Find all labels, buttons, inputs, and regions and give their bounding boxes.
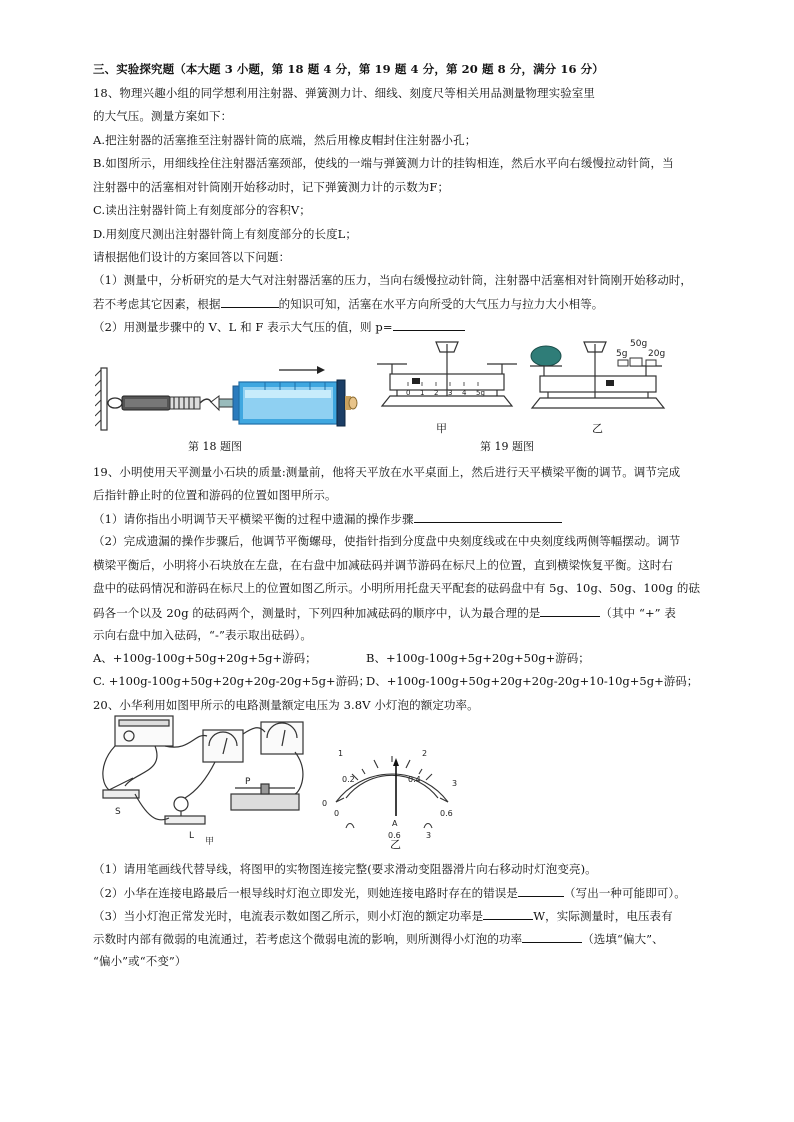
q19-part2-text-b: （其中 “+” 表 xyxy=(600,606,677,620)
q20-stem: 20、小华利用如图甲所示的电路测量额定电压为 3.8V 小灯泡的额定功率。 xyxy=(93,698,479,712)
q18-part1-line1: （1）测量中，分析研究的是大气对注射器活塞的压力，当向右缓慢拉动针筒，注射器中活塞相对针筒刚开始移动时， xyxy=(93,273,693,287)
meter-top-0: 0 xyxy=(322,799,328,808)
q19-part2-line1: （2）完成遗漏的操作步骤后，他调节平衡螺母，使指针指到分度盘中央刻度线或在中央刻度线两侧等幅摆动。调节 xyxy=(93,534,681,548)
wall xyxy=(101,368,107,430)
pull-direction-arrow xyxy=(279,366,325,374)
syringe xyxy=(219,380,357,426)
figure-19-caption: 第 19 题图 xyxy=(480,440,534,453)
weight-label-5g: 5g xyxy=(616,349,628,359)
spring-scale xyxy=(108,396,211,410)
q18-part1-text-a: 若不考虑其它因素，根据 xyxy=(93,297,221,311)
rheostat xyxy=(231,794,299,810)
q19-option-a[interactable]: A、+100g-100g+50g+20g+5g+游码； xyxy=(93,651,317,665)
scale-tick-2: 2 xyxy=(434,389,439,397)
q19-part2-line3: 盘中的砝码情况和游码在标尺上的位置如图乙所示。小明所用托盘天平配套的砝码盘中有 5g、10g、50g、100g 的砝 xyxy=(93,581,701,595)
q20-part2-answer-blank[interactable] xyxy=(518,884,564,897)
q19-option-c[interactable]: C. +100g-100g+50g+20g+20g-20g+5g+游码； xyxy=(93,674,371,688)
figure-19-balance-jia xyxy=(372,338,522,423)
q18-part2-text: （2）用测量步骤中的 V、L 和 F 表示大气压的值，则 p= xyxy=(93,320,393,334)
figure-19-balance-yi xyxy=(526,334,686,424)
q19-part2-answer-blank[interactable] xyxy=(540,604,600,617)
terminal-minus xyxy=(346,824,354,829)
figure-20-ammeter-yi xyxy=(312,742,472,842)
label-bulb-L: L xyxy=(189,831,195,841)
q20-part3-text-a: （3）当小灯泡正常发光时，电流表示数如图乙所示，则小灯泡的额定功率是 xyxy=(93,909,484,923)
meter-unit-A: A xyxy=(392,819,398,828)
q18-part1-text-b: 的知识可知，活塞在水平方向所受的大气压力与拉力大小相等。 xyxy=(278,297,604,311)
wire-6 xyxy=(295,752,303,794)
q19-part2-line5: 示向右盘中加入砝码，“-”表示取出砝码）。 xyxy=(93,628,312,642)
meter-top-2: 2 xyxy=(422,749,428,758)
q19-option-d[interactable]: D、+100g-100g+50g+20g+20g-20g+10-10g+5g+游码； xyxy=(366,674,699,688)
meter-bottom-06: 0.6 xyxy=(440,809,453,818)
q18-stem-line1: 18、物理兴趣小组的同学想利用注射器、弹簧测力计、细线、刻度尺等相关用品测量物理实验室里 xyxy=(93,86,596,100)
weight-label-50g: 50g xyxy=(630,339,648,349)
q19-part2-line2: 横梁平衡后，小明将小石块放在左盘，在右盘中加减砝码并调节游码在标尺上的位置，直到横梁恢复平衡。这时右 xyxy=(93,558,673,572)
q20-part2 xyxy=(93,884,686,901)
q20-part3-line3: “偏小”或“不变”） xyxy=(93,954,187,968)
label-jia: 甲 xyxy=(205,837,215,847)
q19-part2-line4 xyxy=(93,604,676,621)
meter-inner-02: 0.2 xyxy=(342,775,355,784)
q18-step-b-line1: B.如图所示，用细线拴住注射器活塞颈部，使线的一端与弹簧测力计的挂钩相连，然后水平向右缓慢拉动针筒，当 xyxy=(93,156,674,170)
beam-scale xyxy=(540,376,656,392)
scale-tick-3: 3 xyxy=(448,389,453,397)
q19-stem-line2: 后指针静止时的位置和游码的位置如图甲所示。 xyxy=(93,488,337,502)
meter-bottom-0: 0 xyxy=(334,809,340,818)
q20-part3-text-d: （选填“偏大”、 xyxy=(582,932,664,946)
scale-tick-0: 0 xyxy=(406,389,411,397)
rider-indicator xyxy=(606,380,614,386)
q18-stem-line2: 的大气压。测量方案如下： xyxy=(93,109,233,123)
q18-step-b-line2: 注射器中的活塞相对针筒刚开始移动时，记下弹簧测力计的示数为F； xyxy=(93,180,450,194)
bulb xyxy=(174,797,188,811)
wire-7 xyxy=(103,746,115,790)
q19-part1-answer-blank[interactable] xyxy=(414,510,562,523)
q18-prompt: 请根据他们设计的方案回答以下问题： xyxy=(93,250,291,264)
scale-tick-1: 1 xyxy=(420,389,425,397)
balance-base xyxy=(532,398,664,408)
q18-part1-line2 xyxy=(93,295,603,312)
q20-part3-text-c: 示数时内部有微弱的电流通过，若考虑这个微弱电流的影响，则所测得小灯泡的功率 xyxy=(93,932,523,946)
q20-part3-line2 xyxy=(93,930,664,947)
q20-part3-line1 xyxy=(93,907,673,924)
meter-top-1: 1 xyxy=(338,749,344,758)
figure-19-label-jia: 甲 xyxy=(436,422,447,435)
q20-part3-effect-blank[interactable] xyxy=(522,930,582,943)
q20-part1: （1）请用笔画线代替导线，将图甲的实物图连接完整(要求滑动变阻器滑片向右移动时灯泡变亮)。 xyxy=(93,862,597,876)
thread xyxy=(211,396,219,410)
scale-tick-4: 4 xyxy=(462,389,467,397)
figure-18-syringe xyxy=(95,338,375,438)
section-title: 三、实验探究题（本大题 3 小题，第 18 题 4 分，第 19 题 4 分，第 20 题 8 分，满分 16 分） xyxy=(93,62,604,76)
balance-base xyxy=(382,396,512,406)
switch xyxy=(103,790,139,798)
scale-tick-5: 5g xyxy=(476,389,485,397)
q20-part3-power-blank[interactable] xyxy=(483,907,533,920)
wall-hatching xyxy=(95,370,101,426)
figure-18-caption: 第 18 题图 xyxy=(188,440,242,453)
meter-terminal-3: 3 xyxy=(426,831,432,840)
figure-19-label-yi: 乙 xyxy=(592,422,603,435)
label-slider-P: P xyxy=(245,777,251,787)
label-switch-S: S xyxy=(115,807,121,817)
weight-5g xyxy=(618,360,628,366)
stone xyxy=(531,346,561,366)
q19-part2-text-a: 码各一个以及 20g 的砝码两个，测量时，下列四种加减砝码的顺序中，认为最合理的是 xyxy=(93,606,541,620)
weight-20g xyxy=(646,360,656,366)
q19-part1 xyxy=(93,510,562,527)
wire-4 xyxy=(185,762,215,798)
meter-terminal-06: 0.6 xyxy=(388,831,401,840)
q18-part1-answer-blank[interactable] xyxy=(221,295,279,308)
wire-5 xyxy=(135,794,169,820)
dial-inner-arc xyxy=(346,775,438,798)
figure-20-label-yi: 乙 xyxy=(390,838,401,851)
meter-top-3: 3 xyxy=(452,779,458,788)
rider-indicator xyxy=(412,378,420,384)
q18-step-a: A.把注射器的活塞推至注射器针筒的底端，然后用橡皮帽封住注射器小孔； xyxy=(93,133,477,147)
q19-option-b[interactable]: B、+100g-100g+5g+20g+50g+游码； xyxy=(366,651,590,665)
q18-part2-answer-blank[interactable] xyxy=(393,318,465,331)
figure-20-circuit-jia xyxy=(95,712,320,847)
q20-part3-text-b: W，实际测量时，电压表有 xyxy=(533,909,673,923)
q20-part2-text-a: （2）小华在连接电路最后一根导线时灯泡立即发光，则她连接电路时存在的错误是 xyxy=(93,886,519,900)
q18-step-c: C.读出注射器针筒上有刻度部分的容积V； xyxy=(93,203,311,217)
q18-step-d: D.用刻度尺测出注射器针筒上有刻度部分的长度L； xyxy=(93,227,357,241)
q20-part2-text-b: （写出一种可能即可）。 xyxy=(564,886,686,900)
weight-label-20g: 20g xyxy=(648,349,666,359)
q18-part2 xyxy=(93,318,465,335)
meter-inner-04: 0.4 xyxy=(408,775,421,784)
q19-part1-text: （1）请你指出小明调节天平横梁平衡的过程中遗漏的操作步骤 xyxy=(93,512,414,526)
q19-stem-line1: 19、小明使用天平测量小石块的质量:测量前，他将天平放在水平桌面上，然后进行天平横梁平衡的调节。调节完成 xyxy=(93,465,681,479)
weight-50g xyxy=(630,358,642,366)
